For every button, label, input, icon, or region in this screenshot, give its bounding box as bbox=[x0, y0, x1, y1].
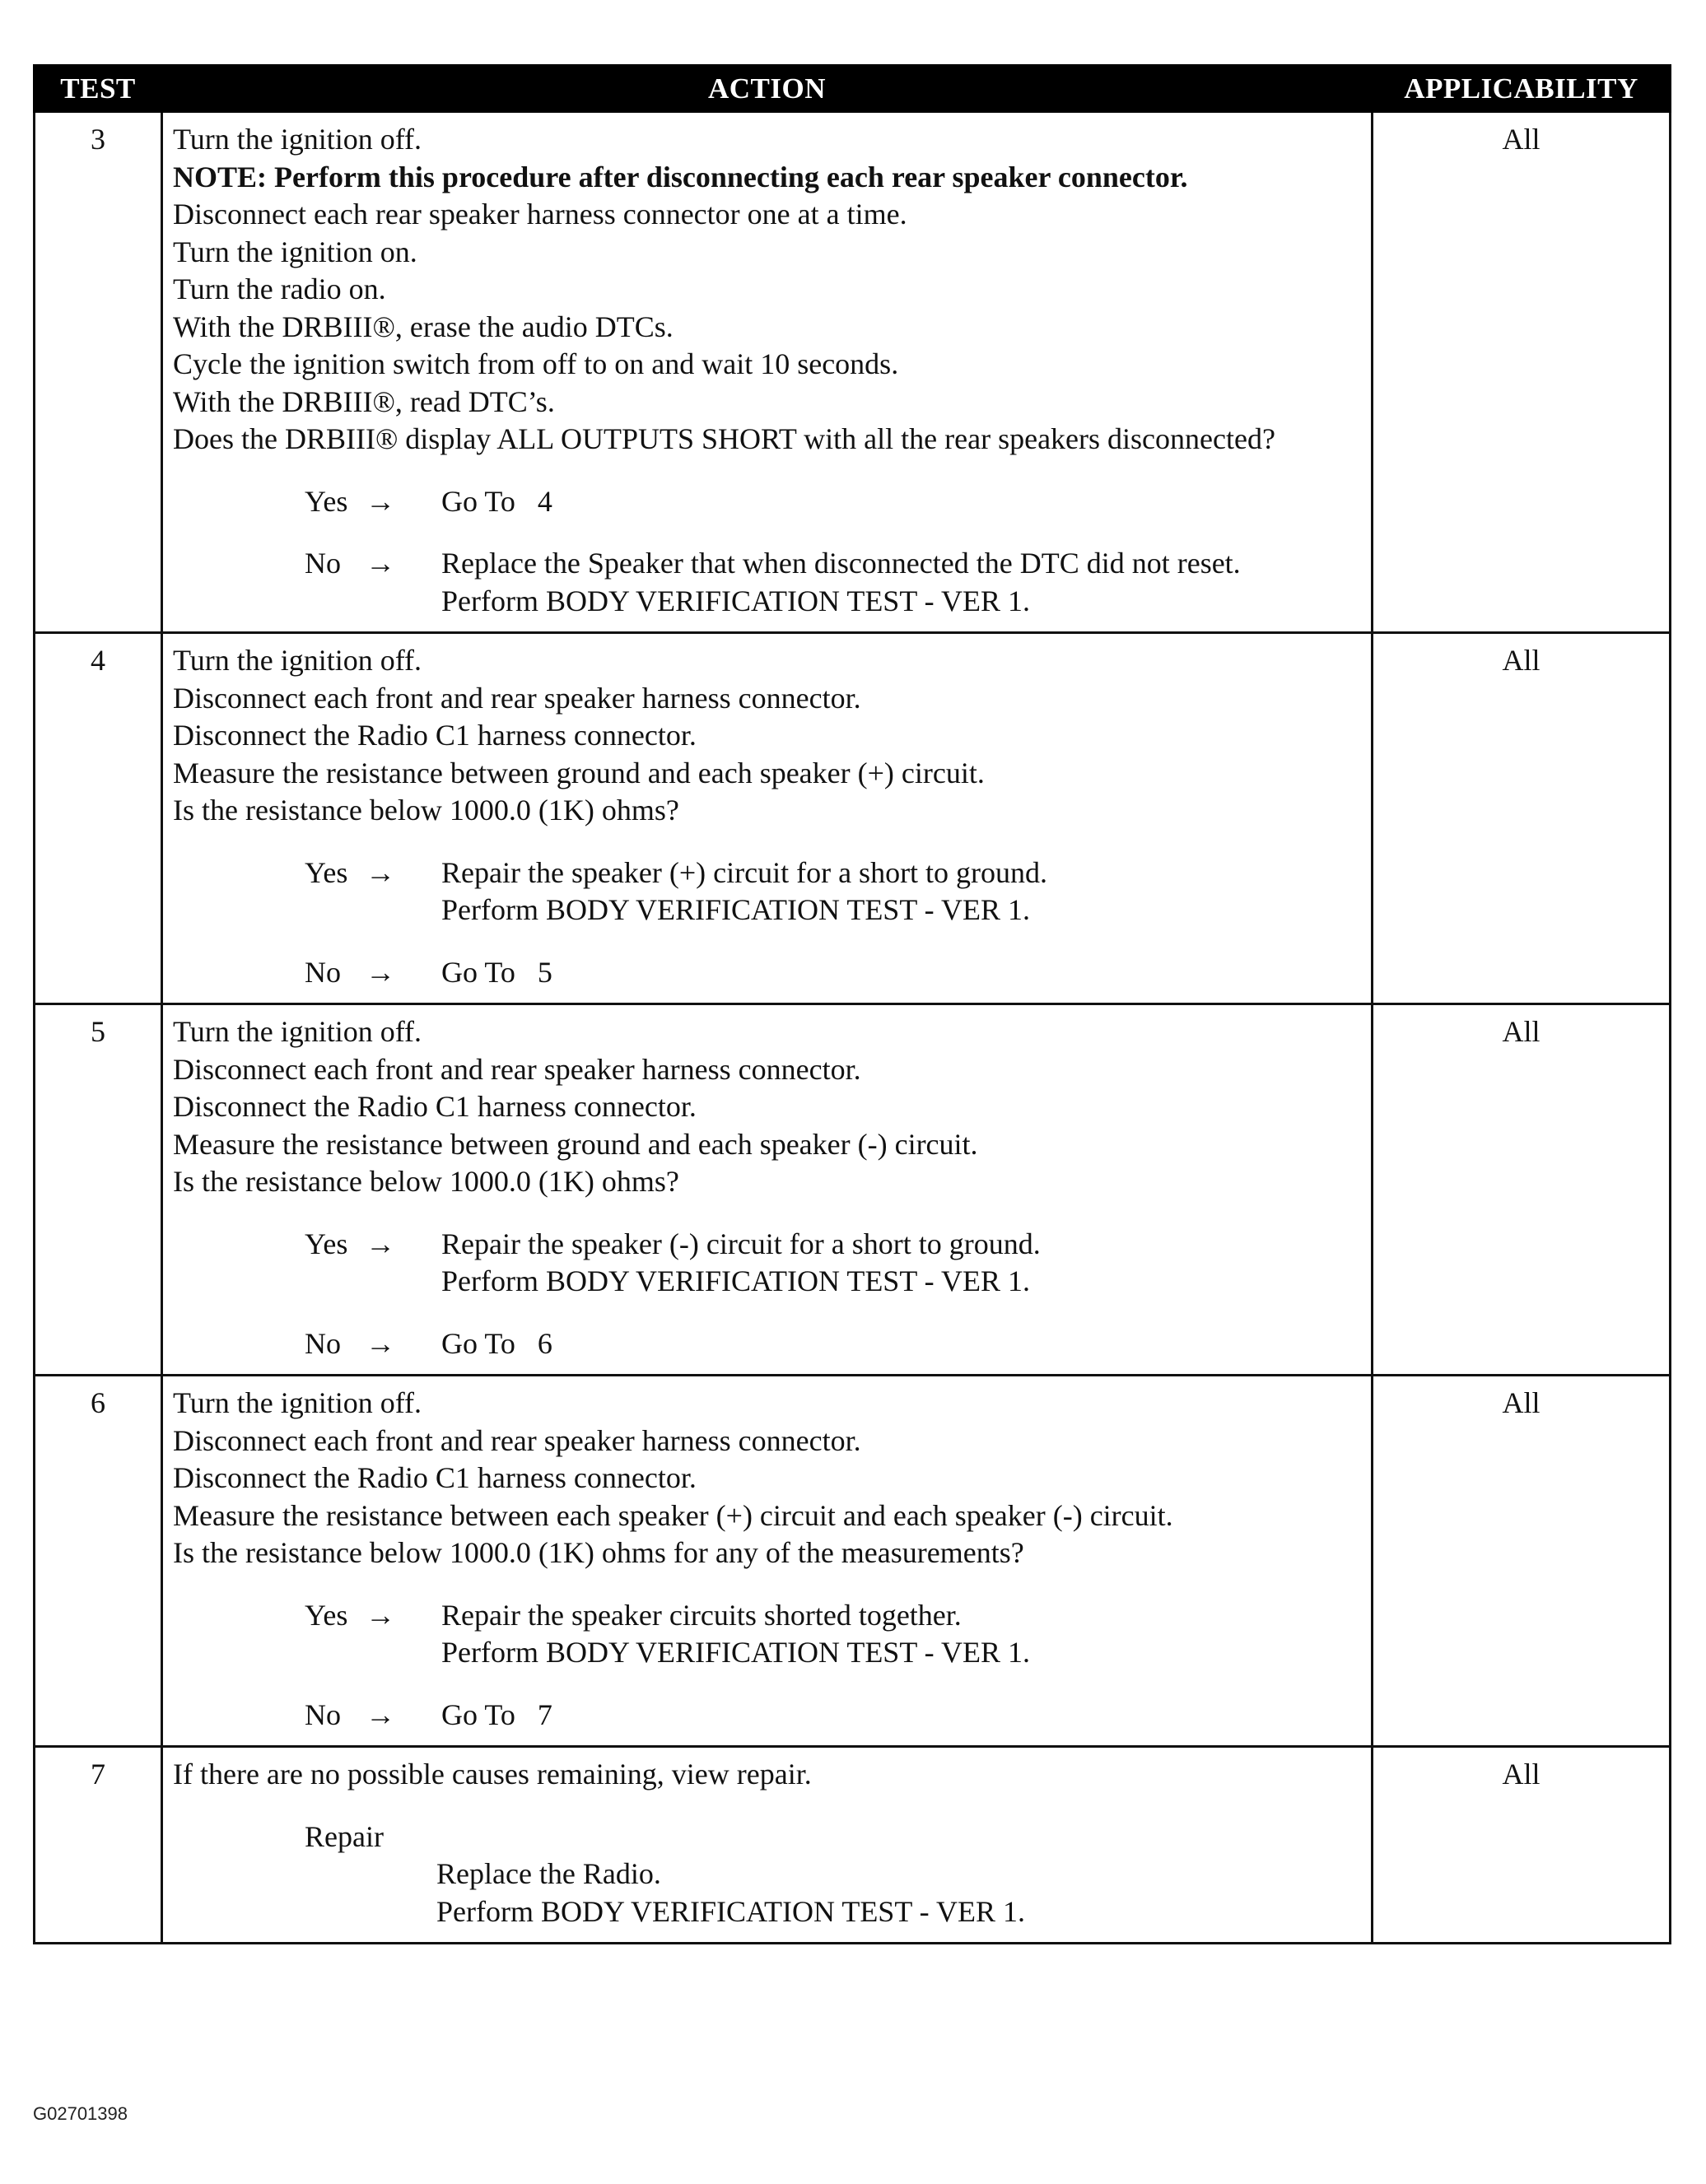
outcome-text bbox=[441, 545, 1364, 620]
outcome-text bbox=[441, 1325, 1364, 1363]
step: Turn the ignition on. bbox=[173, 235, 417, 268]
arrow-icon: → bbox=[366, 955, 395, 989]
outcome-line: Perform BODY VERIFICATION TEST - VER 1. bbox=[441, 1636, 1031, 1669]
step: Disconnect each front and rear speaker harness connector. bbox=[173, 681, 861, 715]
applicability: All bbox=[1373, 633, 1671, 1004]
outcome-line: Go To 7 bbox=[441, 1697, 552, 1731]
yes-outcome bbox=[173, 1226, 1364, 1301]
action-cell bbox=[162, 1376, 1373, 1747]
yes-label: Yes bbox=[305, 484, 348, 518]
table-row bbox=[35, 1004, 1671, 1376]
action-cell bbox=[162, 1004, 1373, 1376]
step: Disconnect each rear speaker harness connector one at a time. bbox=[173, 198, 907, 231]
no-outcome bbox=[173, 1697, 1364, 1735]
repair-outcome bbox=[173, 1818, 1364, 1931]
step: Does the DRBIII® display ALL OUTPUTS SHORT with all the rear speakers disconnected? bbox=[173, 422, 1275, 455]
outcome-text bbox=[441, 483, 1364, 521]
test-number: 6 bbox=[35, 1376, 162, 1747]
step: Is the resistance below 1000.0 (1K) ohms? bbox=[173, 1165, 679, 1198]
repair-label: Repair bbox=[305, 1819, 384, 1853]
applicability: All bbox=[1373, 112, 1671, 633]
no-outcome bbox=[173, 1325, 1364, 1363]
step: If there are no possible causes remaining, view repair. bbox=[173, 1758, 812, 1791]
outcome-line: Replace the Speaker that when disconnected the DTC did not reset. bbox=[441, 547, 1241, 580]
arrow-icon: → bbox=[366, 547, 395, 580]
step: Disconnect each front and rear speaker harness connector. bbox=[173, 1423, 861, 1457]
no-label: No bbox=[305, 955, 341, 989]
repair-line: Replace the Radio. bbox=[436, 1857, 661, 1890]
note: NOTE: Perform this procedure after disconnecting each rear speaker connector. bbox=[173, 160, 1188, 193]
arrow-icon: → bbox=[366, 484, 395, 518]
test-number: 3 bbox=[35, 112, 162, 633]
outcome-line: Perform BODY VERIFICATION TEST - VER 1. bbox=[441, 893, 1031, 926]
step: Measure the resistance between ground and each speaker (-) circuit. bbox=[173, 1127, 978, 1161]
yes-outcome bbox=[173, 483, 1364, 521]
figure-id: G02701398 bbox=[33, 2103, 128, 2124]
outcome-text bbox=[441, 954, 1364, 992]
table-row bbox=[35, 1376, 1671, 1747]
arrow-icon: → bbox=[366, 1227, 395, 1260]
step: Disconnect each front and rear speaker harness connector. bbox=[173, 1052, 861, 1086]
table-row bbox=[35, 112, 1671, 633]
step: Measure the resistance between each speaker (+) circuit and each speaker (-) circuit. bbox=[173, 1498, 1173, 1532]
step: Turn the radio on. bbox=[173, 272, 386, 305]
outcome-line: Repair the speaker circuits shorted together. bbox=[441, 1598, 962, 1632]
outcome-text bbox=[441, 855, 1364, 929]
step: Measure the resistance between ground and each speaker (+) circuit. bbox=[173, 756, 985, 789]
table-header-row bbox=[35, 66, 1671, 112]
step: Turn the ignition off. bbox=[173, 1015, 422, 1048]
yes-outcome bbox=[173, 855, 1364, 929]
step: With the DRBIII®, erase the audio DTCs. bbox=[173, 310, 674, 343]
test-number: 5 bbox=[35, 1004, 162, 1376]
step: Disconnect the Radio C1 harness connector. bbox=[173, 1090, 697, 1123]
outcome-line: Perform BODY VERIFICATION TEST - VER 1. bbox=[441, 1264, 1031, 1297]
action-cell bbox=[162, 633, 1373, 1004]
outcome-text bbox=[441, 1597, 1364, 1672]
applicability: All bbox=[1373, 1376, 1671, 1747]
outcome-line: Repair the speaker (-) circuit for a short to ground. bbox=[441, 1227, 1041, 1260]
header-action: ACTION bbox=[162, 66, 1373, 112]
action-cell bbox=[162, 1747, 1373, 1944]
step: Turn the ignition off. bbox=[173, 1386, 422, 1419]
header-test: TEST bbox=[35, 66, 162, 112]
outcome-line: Go To 5 bbox=[441, 955, 552, 989]
yes-label: Yes bbox=[305, 1227, 348, 1260]
arrow-icon: → bbox=[366, 1697, 395, 1731]
repair-text bbox=[305, 1856, 1364, 1930]
test-number: 4 bbox=[35, 633, 162, 1004]
no-label: No bbox=[305, 547, 341, 580]
test-number: 7 bbox=[35, 1747, 162, 1944]
yes-outcome bbox=[173, 1597, 1364, 1672]
no-outcome bbox=[173, 954, 1364, 992]
header-applicability: APPLICABILITY bbox=[1373, 66, 1671, 112]
no-outcome bbox=[173, 545, 1364, 620]
outcome-line: Go To 4 bbox=[441, 484, 552, 518]
step: Disconnect the Radio C1 harness connector. bbox=[173, 719, 697, 752]
applicability: All bbox=[1373, 1747, 1671, 1944]
step: Is the resistance below 1000.0 (1K) ohms? bbox=[173, 794, 679, 827]
outcome-text bbox=[441, 1697, 1364, 1735]
no-label: No bbox=[305, 1697, 341, 1731]
outcome-line: Perform BODY VERIFICATION TEST - VER 1. bbox=[441, 584, 1031, 617]
outcome-line: Repair the speaker (+) circuit for a short to ground. bbox=[441, 855, 1048, 889]
diagnostic-test-table bbox=[33, 64, 1671, 1944]
table-row bbox=[35, 633, 1671, 1004]
applicability: All bbox=[1373, 1004, 1671, 1376]
step: Turn the ignition off. bbox=[173, 644, 422, 677]
outcome-line: Go To 6 bbox=[441, 1326, 552, 1360]
arrow-icon: → bbox=[366, 1598, 395, 1632]
no-label: No bbox=[305, 1326, 341, 1360]
arrow-icon: → bbox=[366, 1326, 395, 1360]
arrow-icon: → bbox=[366, 855, 395, 889]
table-row bbox=[35, 1747, 1671, 1944]
outcome-text bbox=[441, 1226, 1364, 1301]
yes-label: Yes bbox=[305, 1598, 348, 1632]
repair-line: Perform BODY VERIFICATION TEST - VER 1. bbox=[436, 1894, 1026, 1928]
yes-label: Yes bbox=[305, 855, 348, 889]
step: Turn the ignition off. bbox=[173, 123, 422, 156]
action-cell bbox=[162, 112, 1373, 633]
step: With the DRBIII®, read DTC’s. bbox=[173, 384, 555, 418]
step: Is the resistance below 1000.0 (1K) ohms for any of the measurements? bbox=[173, 1536, 1024, 1569]
step: Disconnect the Radio C1 harness connector. bbox=[173, 1461, 697, 1494]
step: Cycle the ignition switch from off to on and wait 10 seconds. bbox=[173, 347, 899, 380]
